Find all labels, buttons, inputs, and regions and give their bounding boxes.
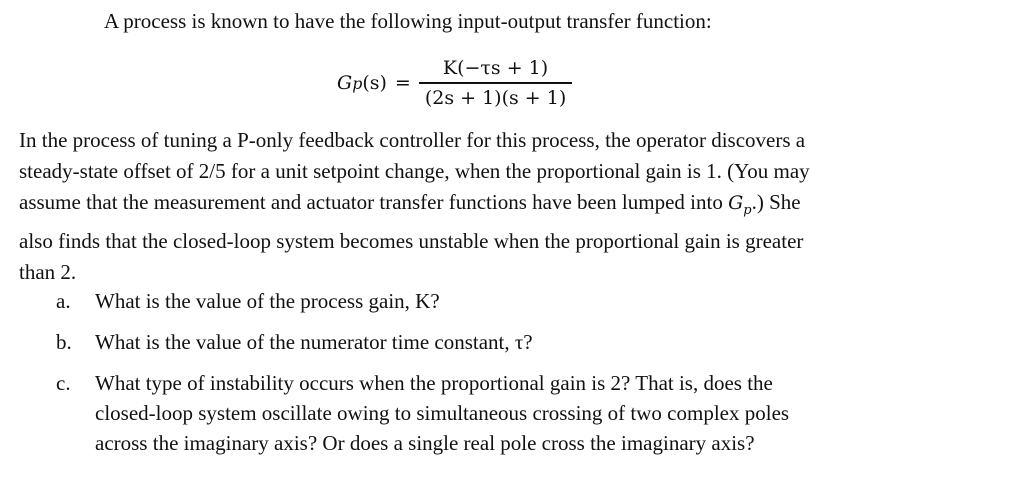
- paragraph-line: than 2.: [19, 259, 77, 284]
- question-line: across the imaginary axis? Or does a single real pole cross the imaginary axis?: [95, 431, 755, 455]
- paragraph-line-text: .) She: [751, 190, 801, 214]
- inline-gp-subscript: p: [743, 202, 752, 218]
- inline-gp-letter: G: [728, 192, 744, 214]
- paragraph-line: [19, 187, 1009, 226]
- paragraph-line: steady-state offset of 2/5 for a unit setpoint change, when the proportional gain is 1. (You may: [19, 159, 810, 183]
- question-letter: a.: [56, 289, 71, 313]
- question-letter: c.: [56, 371, 71, 395]
- question-line: closed-loop system oscillate owing to simultaneous crossing of two complex poles: [95, 401, 790, 425]
- equation-fraction: [419, 57, 572, 109]
- lhs-argument: (s): [362, 72, 387, 94]
- paragraph-line: In the process of tuning a P-only feedback controller for this process, the operator discovers a: [19, 128, 806, 152]
- question-text: [95, 286, 440, 316]
- question-line: What is the value of the process gain, K?: [95, 289, 440, 313]
- problem-paragraph: [19, 125, 1009, 288]
- transfer-function-equation: [337, 47, 572, 119]
- equation-lhs: [337, 72, 419, 94]
- inline-gp-symbol: [728, 192, 752, 218]
- paragraph-line-text: assume that the measurement and actuator transfer functions have been lumped into: [19, 190, 729, 214]
- question-letter: b.: [56, 330, 72, 354]
- equals-sign: =: [394, 72, 411, 94]
- question-text: [95, 368, 789, 458]
- intro-text: A process is known to have the following input-output transfer function:: [104, 9, 712, 33]
- equation-denominator: (2s + 1)(s + 1): [424, 86, 567, 109]
- paragraph-line: also finds that the closed-loop system becomes unstable when the proportional gain is greater: [19, 228, 804, 253]
- question-item: [56, 368, 789, 458]
- question-line: What type of instability occurs when the proportional gain is 2? That is, does the: [95, 371, 773, 395]
- question-line: What is the value of the numerator time constant, τ?: [95, 330, 533, 354]
- question-item: [56, 286, 789, 316]
- equation-numerator: K(−τs + 1): [442, 57, 549, 80]
- lhs-subscript: p: [352, 73, 363, 93]
- question-text: [95, 327, 533, 357]
- question-item: [56, 327, 789, 357]
- lhs-symbol: G: [337, 72, 353, 94]
- question-list: [56, 286, 789, 469]
